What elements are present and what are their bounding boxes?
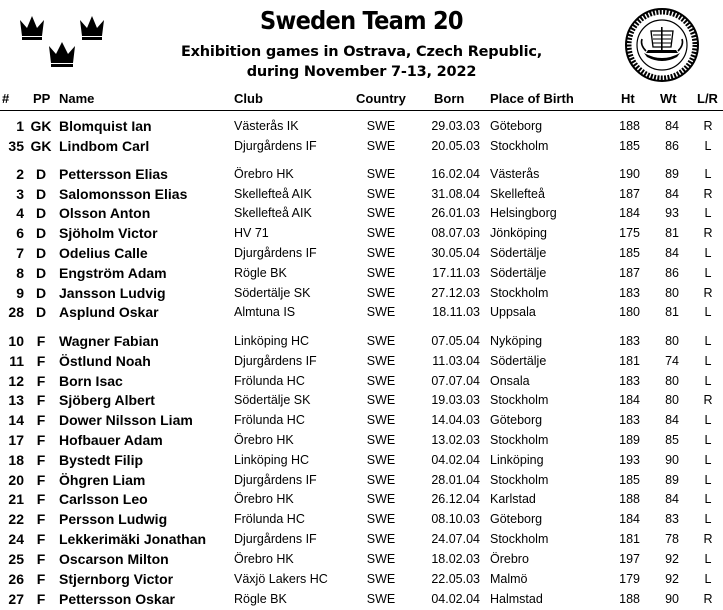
table-row bbox=[0, 302, 723, 322]
column-header-weight: Wt bbox=[660, 91, 677, 106]
club: Frölunda HC bbox=[234, 413, 305, 427]
weight: 84 bbox=[665, 413, 679, 427]
position: GK bbox=[30, 138, 52, 154]
place-of-birth: Göteborg bbox=[490, 512, 543, 526]
player-name: Pettersson Elias bbox=[59, 166, 168, 182]
jersey-number: 6 bbox=[16, 225, 24, 241]
club: Södertälje SK bbox=[234, 393, 311, 407]
birth-date: 31.08.04 bbox=[431, 187, 480, 201]
jersey-number: 10 bbox=[8, 333, 24, 349]
place-of-birth: Linköping bbox=[490, 453, 544, 467]
shoots: L bbox=[704, 334, 712, 348]
position: GK bbox=[30, 118, 52, 134]
shoots: L bbox=[704, 305, 712, 319]
club: Linköping HC bbox=[234, 334, 310, 348]
country: SWE bbox=[366, 334, 396, 348]
table-row bbox=[0, 410, 723, 430]
height: 184 bbox=[619, 393, 640, 407]
jersey-number: 27 bbox=[8, 591, 24, 607]
club: Örebro HK bbox=[234, 552, 294, 566]
country: SWE bbox=[366, 354, 396, 368]
club: Skellefteå AIK bbox=[234, 206, 312, 220]
table-row bbox=[0, 450, 723, 470]
place-of-birth: Stockholm bbox=[490, 532, 549, 546]
country: SWE bbox=[366, 167, 396, 181]
table-row bbox=[0, 223, 723, 243]
weight: 74 bbox=[665, 354, 679, 368]
club: Skellefteå AIK bbox=[234, 187, 312, 201]
jersey-number: 25 bbox=[8, 551, 24, 567]
club: Djurgårdens IF bbox=[234, 532, 317, 546]
player-name: Salomonsson Elias bbox=[59, 186, 188, 202]
subtitle-line-1: Exhibition games in Ostrava, Czech Republic, bbox=[180, 44, 543, 60]
position: F bbox=[36, 551, 46, 567]
place-of-birth: Halmstad bbox=[490, 592, 543, 606]
country: SWE bbox=[366, 187, 396, 201]
position: D bbox=[35, 265, 47, 281]
shoots: L bbox=[704, 139, 712, 153]
table-row bbox=[0, 351, 723, 371]
shoots: L bbox=[704, 374, 712, 388]
subtitle-line-2: during November 7-13, 2022 bbox=[246, 64, 477, 80]
weight: 84 bbox=[665, 187, 679, 201]
place-of-birth: Västerås bbox=[490, 167, 540, 181]
height: 185 bbox=[619, 473, 640, 487]
table-row bbox=[0, 371, 723, 391]
jersey-number: 3 bbox=[16, 186, 24, 202]
jersey-number: 13 bbox=[8, 392, 24, 408]
club: Frölunda HC bbox=[234, 512, 305, 526]
country: SWE bbox=[366, 139, 396, 153]
position: D bbox=[35, 166, 47, 182]
shoots: L bbox=[704, 413, 712, 427]
position: F bbox=[36, 472, 46, 488]
shoots: R bbox=[703, 119, 713, 133]
country: SWE bbox=[366, 592, 396, 606]
table-row bbox=[0, 509, 723, 529]
country: SWE bbox=[366, 266, 396, 280]
club: HV 71 bbox=[234, 226, 269, 240]
weight: 80 bbox=[665, 374, 679, 388]
player-name: Odelius Calle bbox=[59, 245, 148, 261]
birth-date: 24.07.04 bbox=[431, 532, 480, 546]
place-of-birth: Stockholm bbox=[490, 139, 549, 153]
height: 188 bbox=[619, 592, 640, 606]
height: 183 bbox=[619, 334, 640, 348]
birth-date: 11.03.04 bbox=[432, 354, 480, 368]
club: Örebro HK bbox=[234, 433, 294, 447]
height: 184 bbox=[619, 206, 640, 220]
table-row bbox=[0, 569, 723, 589]
club: Växjö Lakers HC bbox=[234, 572, 328, 586]
birth-date: 07.07.04 bbox=[431, 374, 480, 388]
position: F bbox=[36, 333, 46, 349]
club: Rögle BK bbox=[234, 266, 287, 280]
position: D bbox=[35, 245, 47, 261]
shoots: R bbox=[703, 592, 713, 606]
weight: 85 bbox=[665, 433, 679, 447]
club: Västerås IK bbox=[234, 119, 299, 133]
column-header-position: PP bbox=[33, 91, 51, 106]
position: F bbox=[36, 591, 46, 607]
birth-date: 18.02.03 bbox=[431, 552, 480, 566]
player-name: Sjöholm Victor bbox=[59, 225, 158, 241]
place-of-birth: Södertälje bbox=[490, 266, 547, 280]
club: Södertälje SK bbox=[234, 286, 311, 300]
height: 188 bbox=[619, 119, 640, 133]
birth-date: 07.05.04 bbox=[431, 334, 480, 348]
place-of-birth: Helsingborg bbox=[490, 206, 557, 220]
jersey-number: 12 bbox=[8, 373, 24, 389]
column-header-place-of-birth: Place of Birth bbox=[490, 91, 574, 106]
player-name: Lekkerimäki Jonathan bbox=[59, 531, 207, 547]
birth-date: 08.07.03 bbox=[431, 226, 480, 240]
weight: 80 bbox=[665, 393, 679, 407]
jersey-number: 28 bbox=[8, 304, 24, 320]
player-name: Stjernborg Victor bbox=[59, 571, 174, 587]
jersey-number: 20 bbox=[8, 472, 24, 488]
height: 181 bbox=[619, 354, 640, 368]
player-name: Pettersson Oskar bbox=[59, 591, 175, 607]
position: F bbox=[36, 432, 46, 448]
shoots: L bbox=[704, 512, 712, 526]
club: Frölunda HC bbox=[234, 374, 305, 388]
jersey-number: 7 bbox=[16, 245, 24, 261]
table-row bbox=[0, 136, 723, 156]
birth-date: 27.12.03 bbox=[431, 286, 480, 300]
jersey-number: 17 bbox=[8, 432, 24, 448]
jersey-number: 9 bbox=[16, 285, 24, 301]
table-row bbox=[0, 203, 723, 223]
place-of-birth: Göteborg bbox=[490, 119, 543, 133]
jersey-number: 22 bbox=[8, 511, 24, 527]
place-of-birth: Stockholm bbox=[490, 473, 549, 487]
weight: 78 bbox=[665, 532, 679, 546]
jersey-number: 24 bbox=[8, 531, 24, 547]
player-name: Persson Ludwig bbox=[59, 511, 168, 527]
weight: 89 bbox=[665, 167, 679, 181]
country: SWE bbox=[366, 286, 396, 300]
club: Djurgårdens IF bbox=[234, 473, 317, 487]
height: 193 bbox=[619, 453, 640, 467]
column-header-club: Club bbox=[234, 91, 263, 106]
place-of-birth: Göteborg bbox=[490, 413, 543, 427]
jersey-number: 1 bbox=[16, 118, 24, 134]
weight: 80 bbox=[665, 286, 679, 300]
position: F bbox=[36, 531, 46, 547]
table-row bbox=[0, 263, 723, 283]
shoots: R bbox=[703, 393, 713, 407]
birth-date: 19.03.03 bbox=[431, 393, 480, 407]
birth-date: 28.01.04 bbox=[431, 473, 480, 487]
weight: 86 bbox=[665, 139, 679, 153]
club: Djurgårdens IF bbox=[234, 354, 317, 368]
height: 181 bbox=[619, 532, 640, 546]
birth-date: 20.05.03 bbox=[431, 139, 480, 153]
shoots: L bbox=[704, 266, 712, 280]
position: D bbox=[35, 304, 47, 320]
height: 183 bbox=[619, 286, 640, 300]
country: SWE bbox=[366, 473, 396, 487]
shoots: R bbox=[703, 187, 713, 201]
birth-date: 16.02.04 bbox=[431, 167, 480, 181]
place-of-birth: Nyköping bbox=[490, 334, 543, 348]
shoots: L bbox=[704, 167, 712, 181]
birth-date: 04.02.04 bbox=[431, 592, 480, 606]
height: 179 bbox=[619, 572, 640, 586]
birth-date: 26.01.03 bbox=[431, 206, 480, 220]
place-of-birth: Stockholm bbox=[490, 286, 549, 300]
birth-date: 18.11.03 bbox=[432, 305, 480, 319]
weight: 81 bbox=[665, 226, 679, 240]
height: 185 bbox=[619, 139, 640, 153]
shoots: L bbox=[704, 246, 712, 260]
page-title: Sweden Team 20 bbox=[260, 6, 463, 35]
height: 197 bbox=[619, 552, 640, 566]
jersey-number: 18 bbox=[8, 452, 24, 468]
height: 187 bbox=[619, 266, 640, 280]
weight: 84 bbox=[665, 119, 679, 133]
position: D bbox=[35, 186, 47, 202]
player-name: Östlund Noah bbox=[59, 353, 151, 369]
country: SWE bbox=[366, 374, 396, 388]
jersey-number: 11 bbox=[9, 353, 24, 369]
player-name: Wagner Fabian bbox=[59, 333, 159, 349]
height: 190 bbox=[619, 167, 640, 181]
player-name: Bystedt Filip bbox=[59, 452, 144, 468]
place-of-birth: Stockholm bbox=[490, 393, 549, 407]
jersey-number: 21 bbox=[8, 491, 24, 507]
club: Djurgårdens IF bbox=[234, 246, 317, 260]
jersey-number: 2 bbox=[16, 166, 24, 182]
weight: 81 bbox=[665, 305, 679, 319]
player-name: Engström Adam bbox=[59, 265, 167, 281]
shoots: L bbox=[704, 433, 712, 447]
shoots: L bbox=[704, 206, 712, 220]
table-row bbox=[0, 489, 723, 509]
club: Djurgårdens IF bbox=[234, 139, 317, 153]
birth-date: 08.10.03 bbox=[431, 512, 480, 526]
position: F bbox=[36, 511, 46, 527]
weight: 92 bbox=[665, 552, 679, 566]
column-header-country: Country bbox=[356, 91, 406, 106]
country: SWE bbox=[366, 512, 396, 526]
place-of-birth: Stockholm bbox=[490, 433, 549, 447]
country: SWE bbox=[366, 305, 396, 319]
place-of-birth: Örebro bbox=[490, 552, 529, 566]
weight: 90 bbox=[665, 592, 679, 606]
table-row bbox=[0, 116, 723, 136]
column-header-shoots: L/R bbox=[697, 91, 718, 106]
place-of-birth: Onsala bbox=[490, 374, 530, 388]
weight: 89 bbox=[665, 473, 679, 487]
country: SWE bbox=[366, 246, 396, 260]
table-row bbox=[0, 283, 723, 303]
position: F bbox=[36, 353, 46, 369]
birth-date: 26.12.04 bbox=[431, 492, 480, 506]
table-row bbox=[0, 589, 723, 609]
jersey-number: 8 bbox=[16, 265, 24, 281]
country: SWE bbox=[366, 453, 396, 467]
table-row bbox=[0, 243, 723, 263]
weight: 92 bbox=[665, 572, 679, 586]
height: 189 bbox=[619, 433, 640, 447]
country: SWE bbox=[366, 552, 396, 566]
height: 180 bbox=[619, 305, 640, 319]
birth-date: 04.02.04 bbox=[431, 453, 480, 467]
position: F bbox=[36, 392, 46, 408]
table-row bbox=[0, 549, 723, 569]
table-row bbox=[0, 529, 723, 549]
birth-date: 29.03.03 bbox=[431, 119, 480, 133]
country: SWE bbox=[366, 492, 396, 506]
height: 175 bbox=[619, 226, 640, 240]
country: SWE bbox=[366, 393, 396, 407]
column-header-born: Born bbox=[434, 91, 465, 106]
player-name: Olsson Anton bbox=[59, 205, 151, 221]
player-name: Hofbauer Adam bbox=[59, 432, 163, 448]
weight: 90 bbox=[665, 453, 679, 467]
height: 187 bbox=[619, 187, 640, 201]
table-row bbox=[0, 184, 723, 204]
shoots: L bbox=[704, 354, 712, 368]
table-row bbox=[0, 470, 723, 490]
club: Örebro HK bbox=[234, 492, 294, 506]
club: Linköping HC bbox=[234, 453, 310, 467]
column-header-name: Name bbox=[59, 91, 95, 106]
place-of-birth: Skellefteå bbox=[490, 187, 545, 201]
position: D bbox=[35, 285, 47, 301]
position: D bbox=[35, 205, 47, 221]
country: SWE bbox=[366, 226, 396, 240]
birth-date: 13.02.03 bbox=[431, 433, 480, 447]
table-row bbox=[0, 331, 723, 351]
birth-date: 22.05.03 bbox=[431, 572, 480, 586]
place-of-birth: Uppsala bbox=[490, 305, 536, 319]
player-name: Jansson Ludvig bbox=[59, 285, 166, 301]
table-header bbox=[0, 91, 723, 109]
club: Almtuna IS bbox=[234, 305, 296, 319]
country: SWE bbox=[366, 413, 396, 427]
shoots: R bbox=[703, 532, 713, 546]
birth-date: 14.04.03 bbox=[431, 413, 480, 427]
position: F bbox=[36, 412, 46, 428]
place-of-birth: Södertälje bbox=[490, 354, 547, 368]
height: 183 bbox=[619, 413, 640, 427]
header-divider bbox=[0, 110, 723, 111]
position: F bbox=[36, 452, 46, 468]
jersey-number: 35 bbox=[8, 138, 24, 154]
player-name: Sjöberg Albert bbox=[59, 392, 155, 408]
weight: 86 bbox=[665, 266, 679, 280]
position: D bbox=[35, 225, 47, 241]
shoots: L bbox=[704, 552, 712, 566]
weight: 93 bbox=[665, 206, 679, 220]
shoots: L bbox=[704, 473, 712, 487]
country: SWE bbox=[366, 532, 396, 546]
position: F bbox=[36, 491, 46, 507]
jersey-number: 4 bbox=[16, 205, 24, 221]
height: 183 bbox=[619, 374, 640, 388]
birth-date: 30.05.04 bbox=[431, 246, 480, 260]
shoots: R bbox=[703, 226, 713, 240]
shoots: L bbox=[704, 453, 712, 467]
place-of-birth: Jönköping bbox=[490, 226, 547, 240]
country: SWE bbox=[366, 572, 396, 586]
position: F bbox=[36, 571, 46, 587]
table-row bbox=[0, 390, 723, 410]
column-header-height: Ht bbox=[621, 91, 635, 106]
jersey-number: 26 bbox=[8, 571, 24, 587]
country: SWE bbox=[366, 119, 396, 133]
weight: 80 bbox=[665, 334, 679, 348]
birth-date: 17.11.03 bbox=[432, 266, 480, 280]
player-name: Oscarson Milton bbox=[59, 551, 169, 567]
weight: 84 bbox=[665, 246, 679, 260]
place-of-birth: Malmö bbox=[490, 572, 528, 586]
column-header-num: # bbox=[2, 91, 10, 106]
shoots: L bbox=[704, 572, 712, 586]
country: SWE bbox=[366, 206, 396, 220]
player-name: Lindbom Carl bbox=[59, 138, 150, 154]
table-row bbox=[0, 430, 723, 450]
player-name: Öhgren Liam bbox=[59, 472, 146, 488]
player-name: Dower Nilsson Liam bbox=[59, 412, 193, 428]
club: Örebro HK bbox=[234, 167, 294, 181]
player-name: Born Isac bbox=[59, 373, 123, 389]
shoots: R bbox=[703, 286, 713, 300]
jersey-number: 14 bbox=[8, 412, 24, 428]
country: SWE bbox=[366, 433, 396, 447]
position: F bbox=[36, 373, 46, 389]
weight: 84 bbox=[665, 492, 679, 506]
weight: 83 bbox=[665, 512, 679, 526]
place-of-birth: Karlstad bbox=[490, 492, 536, 506]
player-name: Carlsson Leo bbox=[59, 491, 148, 507]
place-of-birth: Södertälje bbox=[490, 246, 547, 260]
player-name: Asplund Oskar bbox=[59, 304, 159, 320]
table-row bbox=[0, 164, 723, 184]
club: Rögle BK bbox=[234, 592, 287, 606]
height: 184 bbox=[619, 512, 640, 526]
height: 185 bbox=[619, 246, 640, 260]
player-name: Blomquist Ian bbox=[59, 118, 152, 134]
height: 188 bbox=[619, 492, 640, 506]
shoots: L bbox=[704, 492, 712, 506]
